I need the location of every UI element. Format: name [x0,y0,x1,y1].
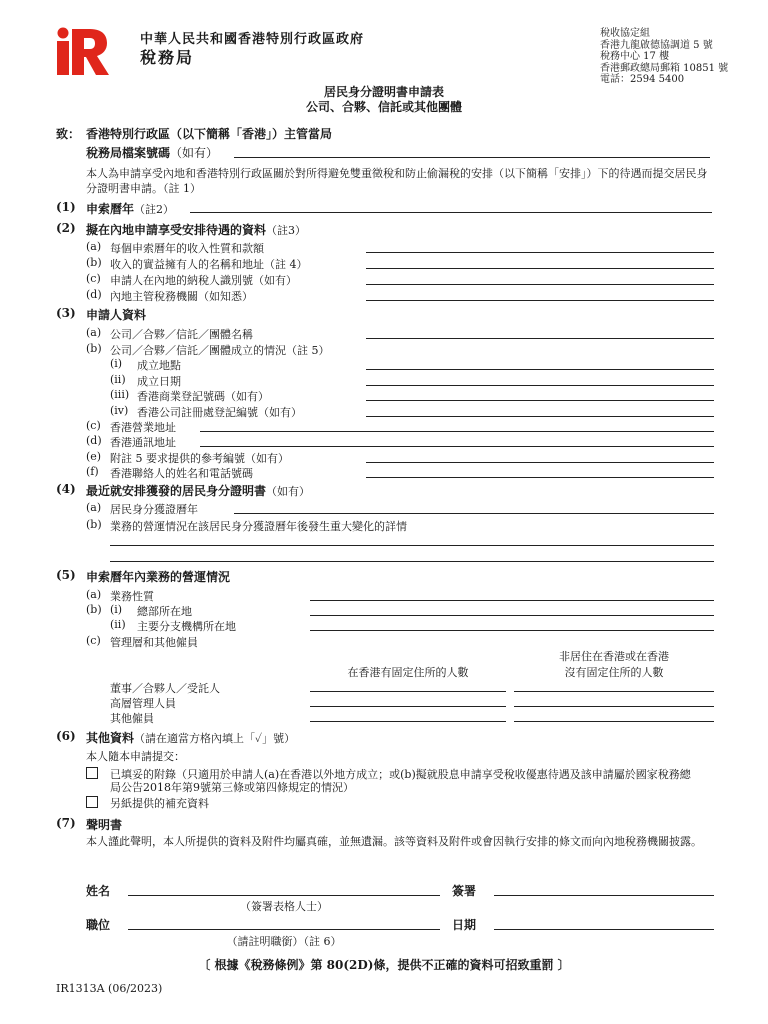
to-authority: 香港特別行政區（以下簡稱「香港」）主管當局 [86,127,333,141]
government-name: 中華人民共和國香港特別行政區政府 [140,32,365,47]
position-label: 職位 [86,918,111,932]
claim-year-field[interactable] [190,212,712,213]
section-3b-text: 公司／合夥／信託／團體成立的情況（註 5） [110,344,330,357]
section-3e-letter: (e) [86,450,102,463]
section-2b-text: 收入的實益擁有人的名稱和地址（註 4） [110,258,308,271]
section-2c-letter: (c) [86,272,101,285]
material-change-field-2[interactable] [110,561,714,562]
beneficial-owner-field[interactable] [366,268,714,269]
contact-person-field[interactable] [366,477,714,478]
section-3d-text: 香港通訊地址 [110,436,176,449]
section-2d-text: 內地主管稅務機關（如知悉） [110,290,253,303]
section-5a-letter: (a) [86,588,102,601]
section-5-title: 申索曆年內業務的營運情況 [86,570,231,584]
place-of-establishment-field[interactable] [366,369,714,370]
appendix-option-line2: 局公告2018年第9號第三條或第四條規定的情況） [110,781,354,794]
head-office-field[interactable] [310,615,714,616]
appendix-option-line1: 已填妥的附錄（只適用於申請人(a)在香港以外地方成立；或(b)擬就股息申請享受稅收優惠待遇及該申請屬於國家稅務總 [110,768,691,781]
certified-year-field[interactable] [234,513,714,514]
department-name: 稅務局 [140,48,195,67]
contact-phone: 電話：2594 5400 [600,74,685,85]
section-2b-letter: (b) [86,256,102,269]
section-2a-text: 每個申索曆年的收入性質和款額 [110,242,264,255]
section-3b-ii-roman: (ii) [110,373,126,386]
section-5b-i-roman: (i) [110,603,123,616]
signature-field[interactable] [494,895,714,896]
column-resident-header: 在香港有固定住所的人數 [347,666,469,679]
date-label: 日期 [452,918,477,932]
section-6-lead: 本人隨本申請提交： [86,750,185,763]
section-3f-text: 香港聯絡人的姓名和電話號碼 [110,467,253,480]
section-3b-ii-text: 成立日期 [137,375,181,388]
section-4a-text: 居民身分獲證曆年 [110,503,198,516]
supplementary-option: 另紙提供的補充資料 [110,797,209,810]
section-5b-letter: (b) [86,603,102,616]
section-3-number: (3) [56,306,76,320]
contact-unit: 稅收協定組 [600,28,650,39]
section-3a-letter: (a) [86,326,102,339]
column-non-resident-line1: 非居住在香港或在香港 [559,650,669,663]
section-4b-letter: (b) [86,518,102,531]
business-address-field[interactable] [200,431,714,432]
section-5-number: (5) [56,568,76,582]
position-field[interactable] [128,929,440,930]
form-title: 居民身分證明書申請表 [323,85,444,99]
section-2a-letter: (a) [86,240,102,253]
section-5b-ii-text: 主要分支機構所在地 [137,620,236,633]
company-registry-number-field[interactable] [366,416,714,417]
section-5a-text: 業務性質 [110,590,154,603]
section-2-title: 擬在內地申請享受安排待遇的資料（註3） [86,223,307,237]
file-number-label: 稅務局檔案號碼（如有） [86,146,219,160]
senior-mgmt-non-resident-field[interactable] [514,706,714,707]
section-3b-iv-text: 香港公司註冊處登記編號（如有） [137,406,302,419]
signature-label: 簽署 [452,884,477,898]
section-1-number: (1) [56,200,76,214]
contact-po-box: 香港郵政總局郵箱 10851 號 [600,62,729,74]
section-3d-letter: (d) [86,434,102,447]
mainland-tax-authority-field[interactable] [366,300,714,301]
reference-number-field[interactable] [366,462,714,463]
row-other-staff-label: 其他僱員 [110,712,154,725]
ird-logo [54,26,110,76]
section-2d-letter: (d) [86,288,102,301]
section-2-number: (2) [56,221,76,235]
section-3-title: 申請人資料 [86,308,147,322]
row-directors-label: 董事／合夥人／受託人 [110,682,220,695]
other-staff-non-resident-field[interactable] [514,721,714,722]
other-staff-resident-field[interactable] [310,721,506,722]
mainland-tin-field[interactable] [366,284,714,285]
name-label: 姓名 [86,884,111,898]
section-5c-text: 管理層和其他僱員 [110,636,198,649]
section-3c-letter: (c) [86,419,101,432]
position-note: （請註明職銜）（註 6） [226,935,342,948]
material-change-field-1[interactable] [110,545,714,546]
section-3b-iii-roman: (iii) [110,388,130,401]
name-note: （簽署表格人士） [240,900,328,913]
to-label: 致： [56,127,81,141]
column-non-resident-line2: 沒有固定住所的人數 [564,666,664,679]
section-3b-i-text: 成立地點 [137,359,181,372]
section-3b-i-roman: (i) [110,357,123,370]
section-1-title: 申索曆年（註2） [86,202,175,216]
form-subtitle: 公司、合夥、信託或其他團體 [305,100,462,114]
business-nature-field[interactable] [310,600,714,601]
section-7-title: 聲明書 [86,818,123,832]
entity-name-field[interactable] [366,338,714,339]
appendix-checkbox[interactable] [86,767,98,779]
declaration-text: 本人謹此聲明，本人所提供的資料及附件均屬真確，並無遺漏。該等資料及附件或會因執行安排的條文而向內地稅務機關披露。 [86,835,702,848]
directors-non-resident-field[interactable] [514,691,714,692]
section-3b-iii-text: 香港商業登記號碼（如有） [137,390,269,403]
section-2c-text: 申請人在內地的納稅人識別號（如有） [110,274,297,287]
income-nature-field[interactable] [366,252,714,253]
section-3a-text: 公司／合夥／信託／團體名稱 [110,328,253,341]
section-3f-letter: (f) [86,465,99,478]
name-field[interactable] [128,895,440,896]
section-6-title: 其他資料（請在適當方格內填上「✓」號） [86,731,296,745]
penalty-warning: 〔 根據《稅務條例》第 80(2D)條，提供不正確的資料可招致重罰 〕 [198,958,570,972]
section-4a-letter: (a) [86,501,102,514]
intro-text: 本人為申請享受內地和香港特別行政區關於對所得避免雙重徵稅和防止偷漏稅的安排（以下簡稱「安排」）下的待遇而提交居民身分證明書申請。（註 1） [86,167,708,195]
contact-address-2: 稅務中心 17 樓 [600,51,670,62]
section-3b-letter: (b) [86,342,102,355]
section-4b-text: 業務的營運情況在該居民身分獲證曆年後發生重大變化的詳情 [110,520,407,533]
section-5b-i-text: 總部所在地 [137,605,192,618]
senior-mgmt-resident-field[interactable] [310,706,506,707]
section-4-number: (4) [56,482,76,496]
supplementary-checkbox[interactable] [86,796,98,808]
section-6-number: (6) [56,729,76,743]
correspondence-address-field[interactable] [200,446,714,447]
section-5c-letter: (c) [86,634,101,647]
row-senior-mgmt-label: 高層管理人員 [110,697,176,710]
section-3c-text: 香港營業地址 [110,421,176,434]
section-7-number: (7) [56,816,76,830]
section-3b-iv-roman: (iv) [110,404,129,417]
date-of-establishment-field[interactable] [366,385,714,386]
section-4-title: 最近就安排獲發的居民身分證明書（如有） [86,484,311,498]
section-3e-text: 附註 5 要求提供的參考編號（如有） [110,452,289,465]
section-5b-ii-roman: (ii) [110,618,126,631]
form-code: IR1313A (06/2023) [56,982,163,995]
contact-address-1: 香港九龍啟德協調道 5 號 [600,39,713,51]
br-number-field[interactable] [366,400,714,401]
directors-resident-field[interactable] [310,691,506,692]
contact-block [600,28,728,86]
file-number-field[interactable] [234,157,710,158]
date-field[interactable] [494,929,714,930]
branch-location-field[interactable] [310,630,714,631]
